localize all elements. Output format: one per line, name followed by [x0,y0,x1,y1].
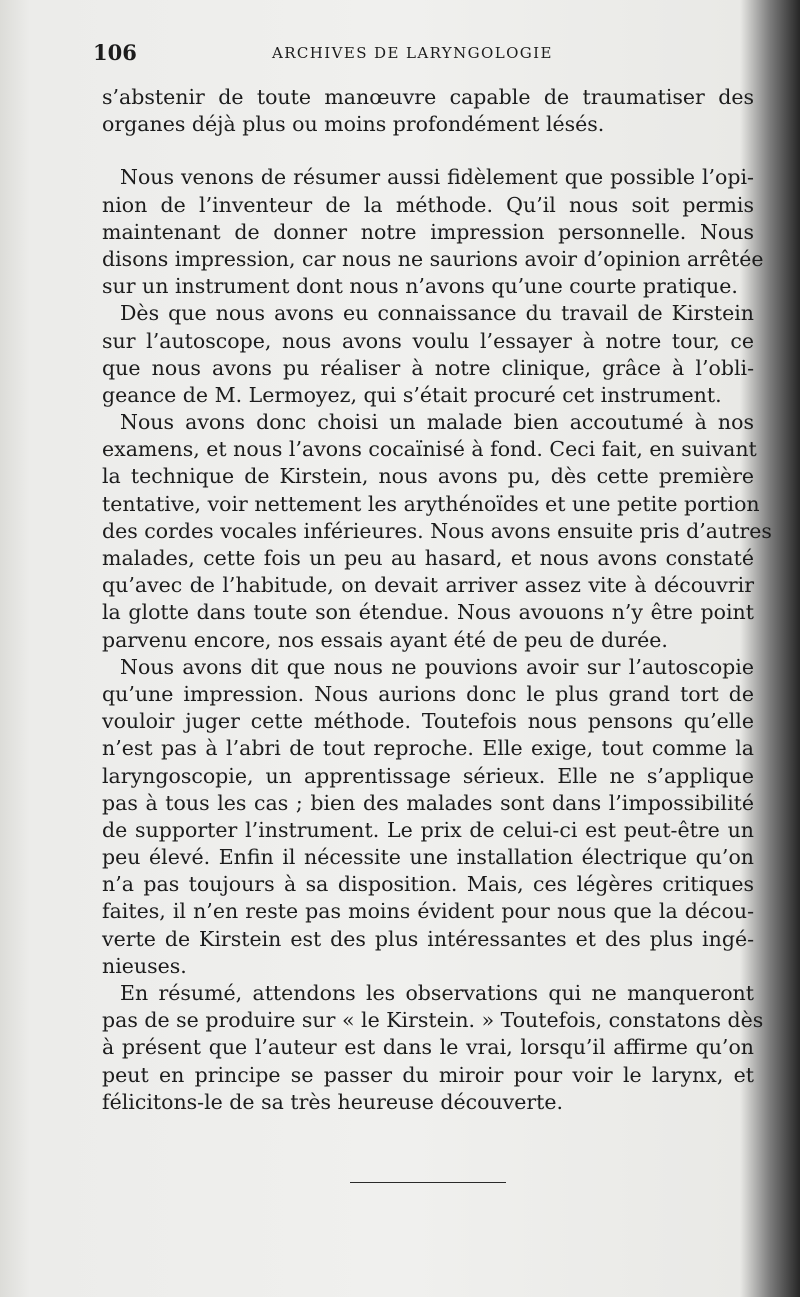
text-line: n’a pas toujours à sa disposition. Mais, ces légères critiques [102,872,754,897]
text-line: à présent que l’auteur est dans le vrai, lorsqu’il affirme qu’on [102,1035,754,1060]
text-line: organes déjà plus ou moins profondément lésés. [102,112,605,137]
text-line: Dès que nous avons eu connaissance du travail de Kirstein [120,301,754,326]
text-line: sur l’autoscope, nous avons voulu l’essayer à notre tour, ce [102,328,754,353]
text-line: maintenant de donner notre impression personnelle. Nous [102,219,754,244]
text-line: parvenu encore, nos essais ayant été de peu de durée. [102,627,668,652]
text-line: qu’avec de l’habitude, on devait arriver assez vite à découvrir [102,573,754,598]
text-line: malades, cette fois un peu au hasard, et nous avons constaté [102,546,754,570]
text-line: nion de l’inventeur de la méthode. Qu’il nous soit permis [102,192,754,217]
text-line: Nous avons dit que nous ne pouvions avoir sur l’autoscopie [120,654,754,679]
text-line: qu’une impression. Nous aurions donc le plus grand tort de [102,681,754,706]
text-line: examens, et nous l’avons cocaïnisé à fond. Ceci fait, en suivant [102,437,757,462]
text-line: que nous avons pu réaliser à notre clinique, grâce à l’obli- [102,355,754,380]
text-line: de supporter l’instrument. Le prix de celui-ci est peut-être un [102,817,754,842]
text-line: Nous avons donc choisi un malade bien accoutumé à nos [120,410,754,435]
text-line: nieuses. [102,953,187,978]
text-line: des cordes vocales inférieures. Nous avons ensuite pris d’autres [102,518,772,543]
text-line: Nous venons de résumer aussi fidèlement que possible l’opi- [120,165,754,190]
paragraph-gap [102,138,754,164]
text-line: n’est pas à l’abri de tout reproche. Elle exige, tout comme la [102,736,754,761]
text-line: disons impression, car nous ne saurions avoir d’opinion arrêtée [102,246,764,271]
text-line: vouloir juger cette méthode. Toutefois nous pensons qu’elle [102,709,754,734]
text-line: peu élevé. Enfin il nécessite une installation électrique qu’on [102,845,754,870]
text-line: tentative, voir nettement les arythénoïdes et une petite portion [102,491,760,516]
text-line: s’abstenir de toute manœuvre capable de traumatiser des [102,85,754,109]
text-line: la glotte dans toute son étendue. Nous avouons n’y être point [102,600,754,625]
body-text [102,84,772,1116]
section-end-rule [350,1182,506,1183]
text-line: En résumé, attendons les observations qui ne manqueront [120,981,754,1005]
text-line: sur un instrument dont nous n’avons qu’une courte pratique. [102,274,738,299]
running-head: ARCHIVES DE LARYNGOLOGIE [272,44,553,62]
text-line: peut en principe se passer du miroir pour voir le larynx, et [102,1062,754,1087]
text-line: pas de se produire sur « le Kirstein. » Toutefois, constatons dès [102,1008,764,1033]
text-line: verte de Kirstein est des plus intéressantes et des plus ingé- [102,926,754,951]
text-line: félicitons-le de sa très heureuse découverte. [102,1089,564,1114]
text-line: faites, il n’en reste pas moins évident pour nous que la décou- [102,899,754,924]
text-line: geance de M. Lermoyez, qui s’était procuré cet instrument. [102,382,722,407]
text-line: pas à tous les cas ; bien des malades sont dans l’impossibilité [102,790,754,815]
text-line: laryngoscopie, un apprentissage sérieux. Elle ne s’applique [102,763,754,788]
page-number: 106 [93,40,137,65]
text-line: la technique de Kirstein, nous avons pu, dès cette première [102,464,754,489]
